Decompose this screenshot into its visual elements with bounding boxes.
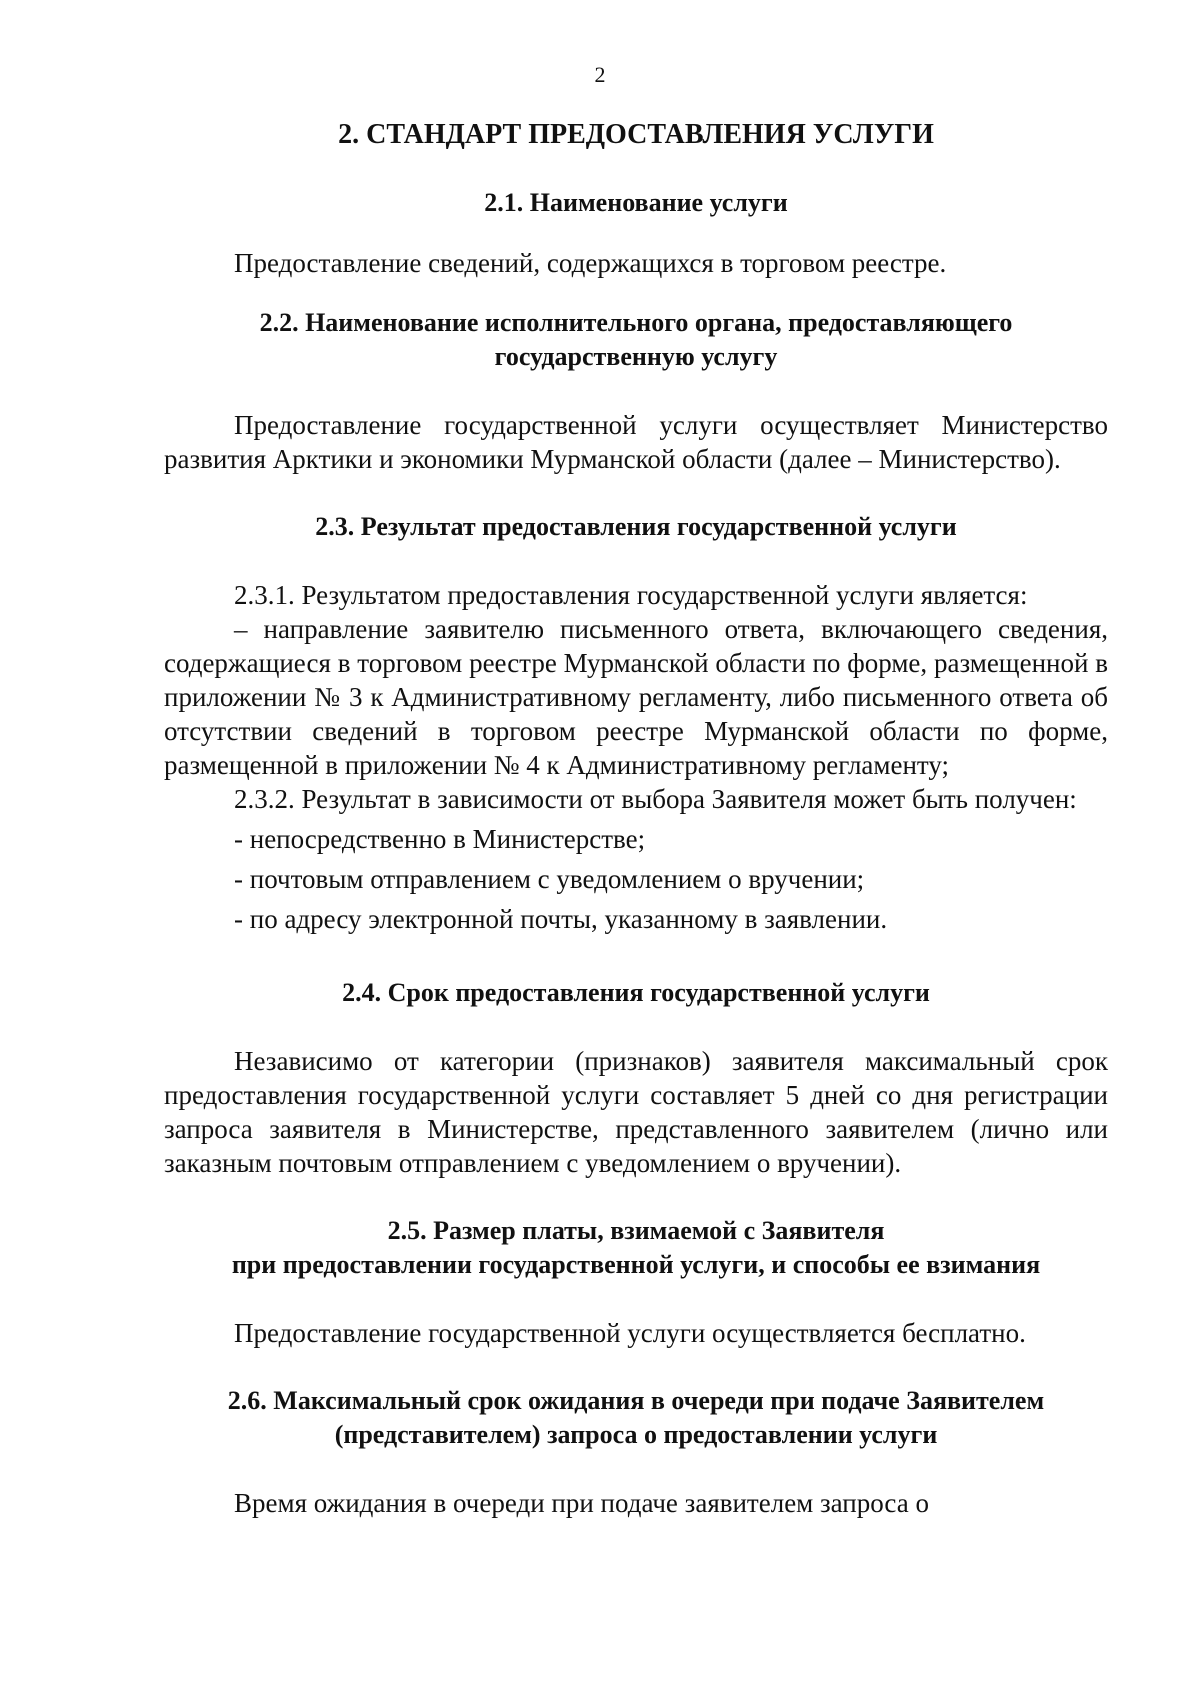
section-2-3-1-text: 2.3.1. Результатом предоставления государственной услуги является: bbox=[234, 580, 1028, 610]
section-2-2-heading-line2: государственную услугу bbox=[494, 342, 778, 371]
section-2-5-heading-line2: при предоставлении государственной услуги, и способы ее взимания bbox=[231, 1250, 1041, 1279]
section-2-6-heading-line1: 2.6. Максимальный срок ожидания в очереди при подаче Заявителем bbox=[227, 1386, 1045, 1415]
section-2-6-text: Время ожидания в очереди при подаче заявителем запроса о bbox=[234, 1488, 929, 1518]
section-2-6-heading-line2: (представителем) запроса о предоставлении услуги bbox=[334, 1420, 938, 1449]
section-2-5-heading-line1: 2.5. Размер платы, взимаемой с Заявителя bbox=[387, 1216, 885, 1245]
section-2-1-heading: 2.1. Наименование услуги bbox=[484, 188, 788, 217]
section-2-1-text: Предоставление сведений, содержащихся в торговом реестре. bbox=[234, 248, 947, 278]
delivery-option-item: - непосредственно в Министерстве; bbox=[234, 824, 646, 854]
document-title: 2. СТАНДАРТ ПРЕДОСТАВЛЕНИЯ УСЛУГИ bbox=[338, 119, 934, 150]
document-body bbox=[164, 118, 1108, 1520]
section-2-4-text: Независимо от категории (признаков) заявителя максимальный срок предоставления государственной услуги составляет 5 дней со дня регистрации запроса заявителя в Министерстве, представленного заявителем (лично или заказным почтовым отправлением с уведомлением о вручении). bbox=[164, 1046, 1108, 1178]
section-2-3-result-text: – направление заявителю письменного ответа, включающего сведения, содержащиеся в торговом реестре Мурманской области по форме, размещенной в приложении № 3 к Административному регламенту, либо письменного ответа об отсутствии сведений в торговом реестре Мурманской области по форме, размещенной в приложении № 4 к Административному регламенту; bbox=[164, 614, 1108, 780]
section-2-3-heading: 2.3. Результат предоставления государственной услуги bbox=[315, 512, 957, 541]
section-2-3-2-text: 2.3.2. Результат в зависимости от выбора Заявителя может быть получен: bbox=[234, 784, 1077, 814]
page-number: 2 bbox=[594, 62, 606, 87]
delivery-option-item: - по адресу электронной почты, указанному в заявлении. bbox=[234, 904, 888, 934]
section-2-5-text: Предоставление государственной услуги осуществляется бесплатно. bbox=[234, 1318, 1026, 1348]
delivery-option-item: - почтовым отправлением с уведомлением о вручении; bbox=[234, 864, 865, 894]
section-2-2-heading-line1: 2.2. Наименование исполнительного органа, предоставляющего bbox=[259, 308, 1013, 337]
section-2-2-text: Предоставление государственной услуги осуществляет Министерство развития Арктики и экономики Мурманской области (далее – Министерство). bbox=[164, 410, 1108, 474]
section-2-4-heading: 2.4. Срок предоставления государственной услуги bbox=[342, 978, 930, 1007]
